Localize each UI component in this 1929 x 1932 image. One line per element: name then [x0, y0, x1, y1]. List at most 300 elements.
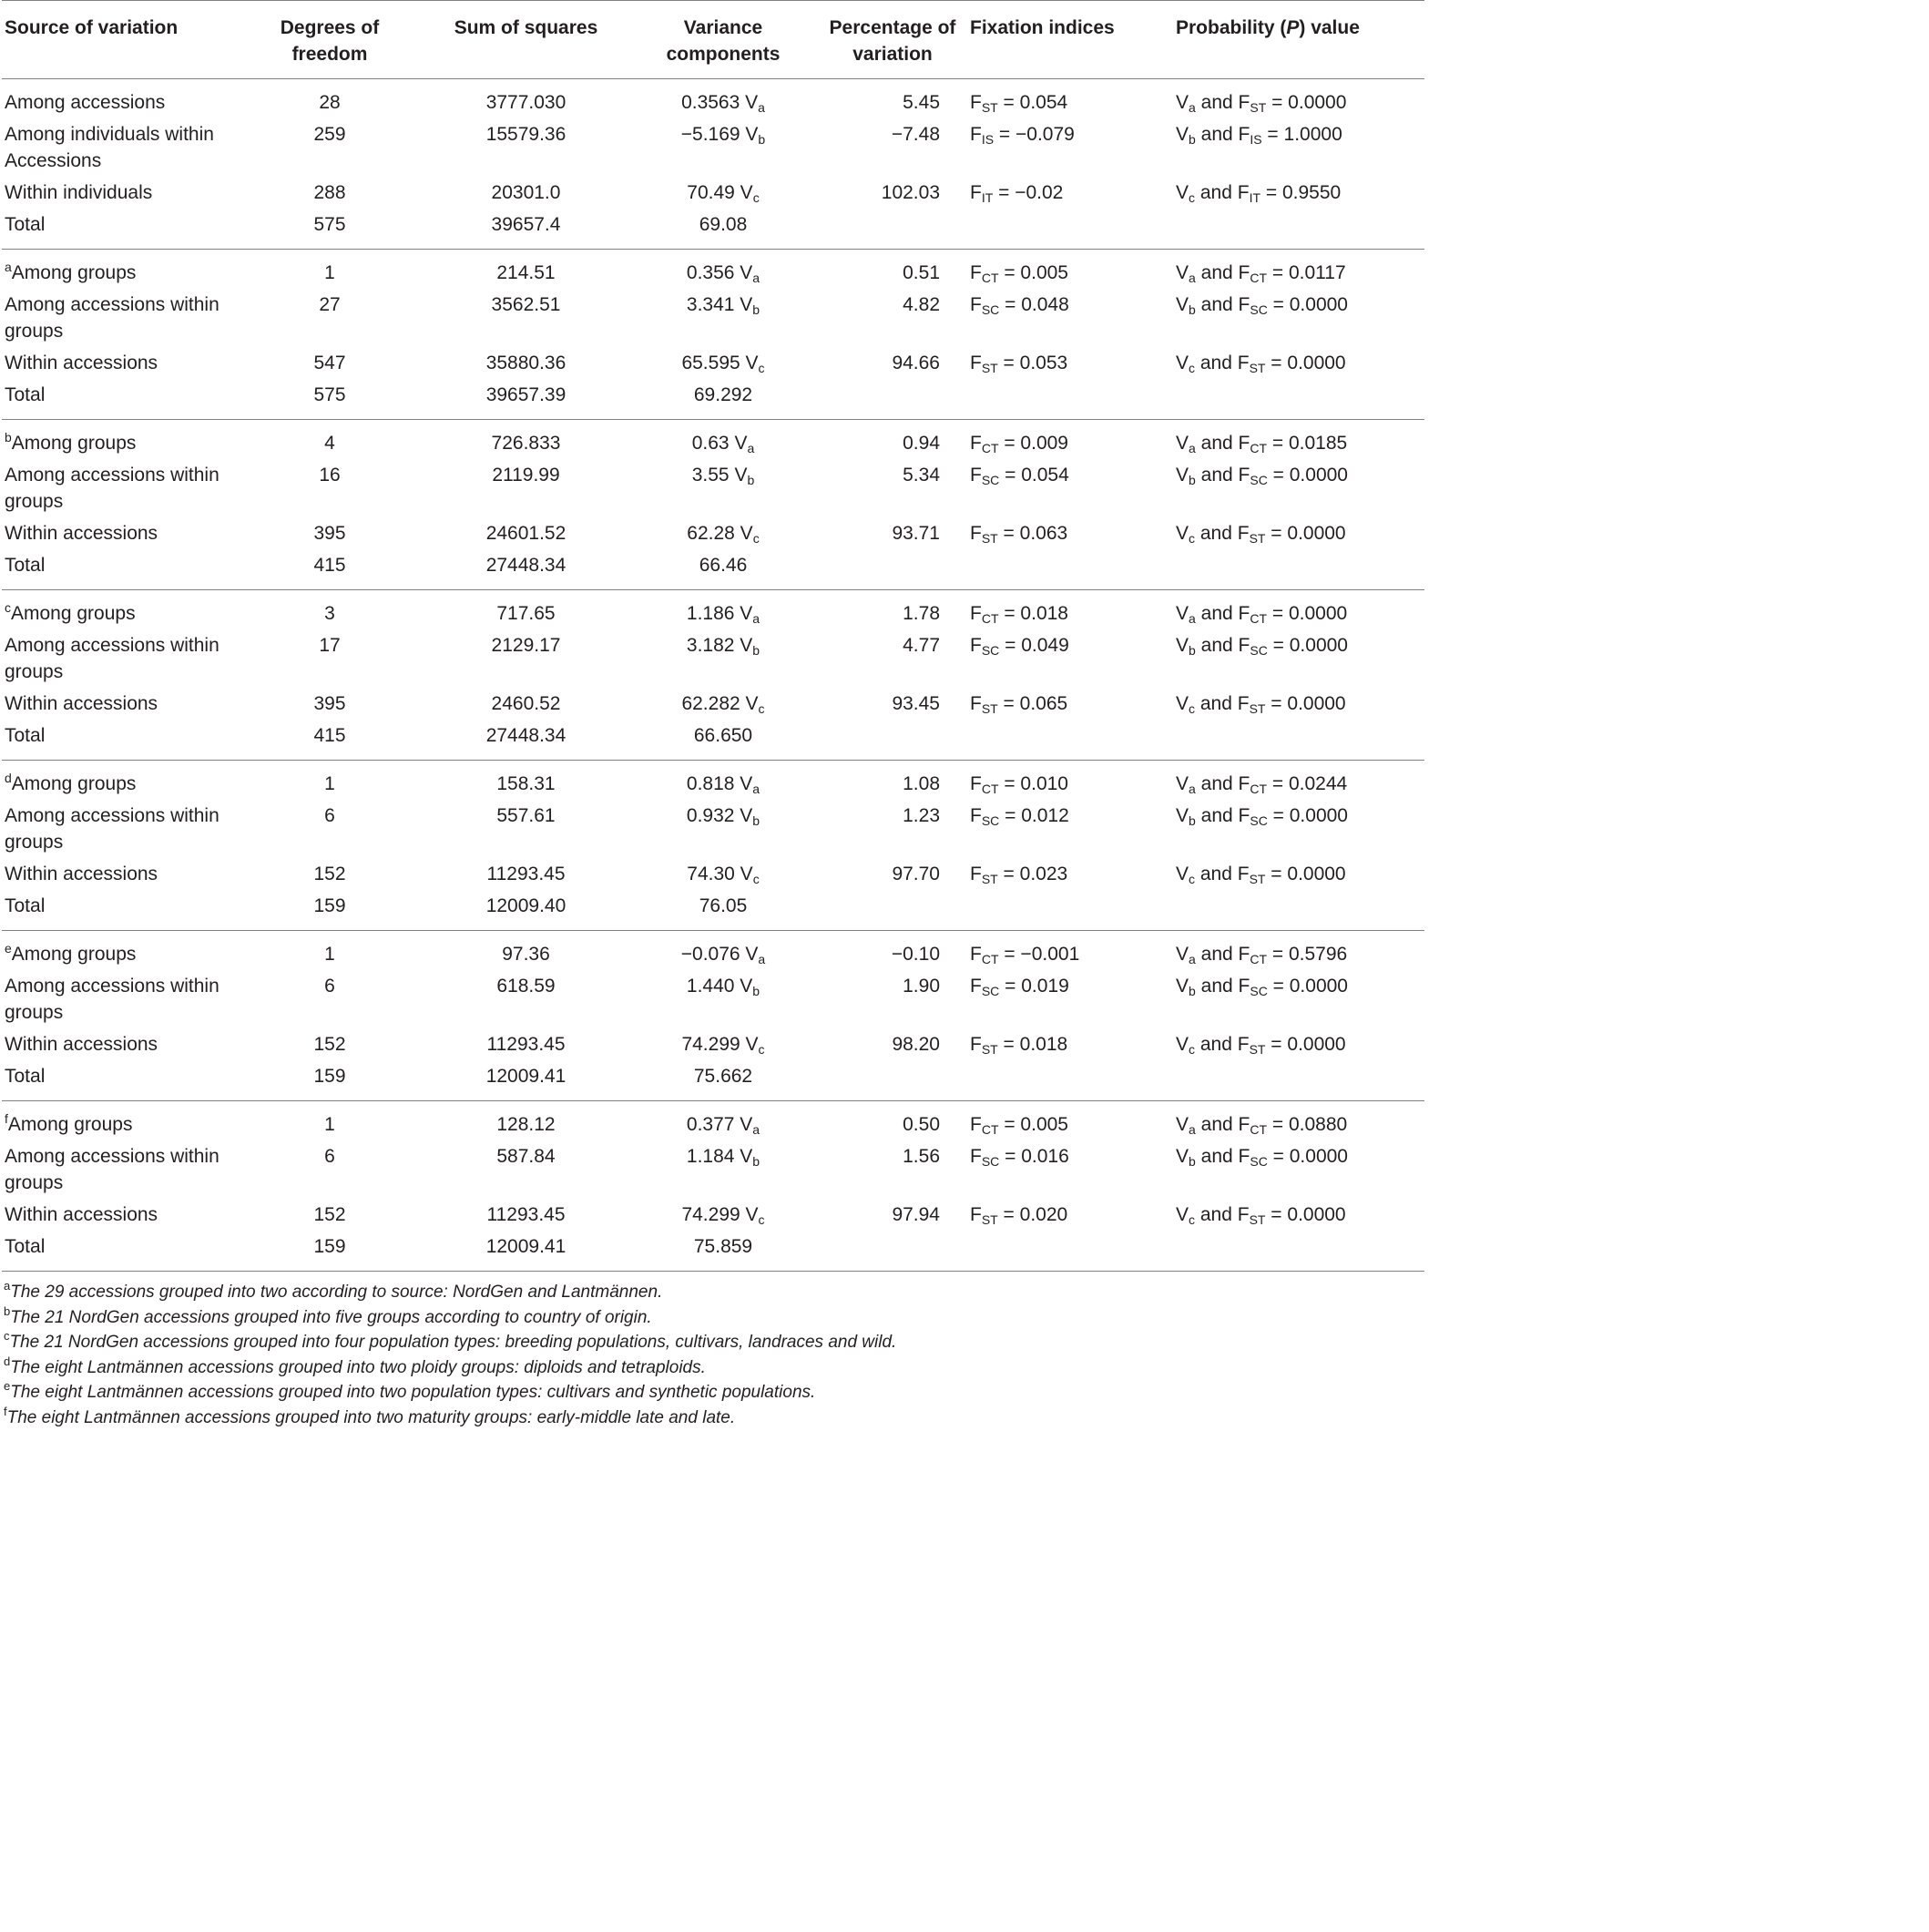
prob-variance-subscript: b	[1189, 813, 1196, 828]
cell-fixation-index	[961, 1060, 1163, 1101]
prob-variance-subscript: c	[1189, 531, 1196, 546]
source-label: Among groups	[11, 603, 136, 624]
cell-df: 547	[313, 353, 346, 373]
cell-percentage: 4.77	[903, 635, 940, 656]
cell-percentage: 5.34	[903, 465, 940, 486]
fixation-subscript: ST	[981, 1212, 998, 1227]
cell-probability	[1163, 970, 1424, 1028]
cell-fixation-index	[961, 800, 1163, 858]
table-row	[2, 517, 1424, 549]
cell-df: 6	[324, 805, 335, 826]
cell-sum-of-squares: 27448.34	[485, 555, 566, 576]
prob-connector: and F	[1195, 294, 1250, 315]
variance-value: 0.63 V	[691, 433, 748, 454]
table-row	[2, 1140, 1424, 1199]
source-label: Among groups	[11, 773, 137, 794]
variance-value: 70.49 V	[687, 182, 753, 203]
variance-subscript: b	[752, 643, 760, 658]
prob-variance-symbol: V	[1176, 773, 1189, 794]
footnote-mark: d	[4, 1354, 11, 1368]
cell-df: 17	[319, 635, 341, 656]
fixation-value: = 0.054	[997, 92, 1068, 113]
cell-df: 4	[324, 433, 335, 454]
prob-value: = 0.0000	[1265, 1034, 1346, 1055]
footnote-text: The eight Lantmännen accessions grouped into two maturity groups: early-middle late and late.	[6, 1407, 736, 1427]
fixation-value: = 0.063	[997, 523, 1068, 544]
variance-subscript: b	[747, 473, 755, 487]
source-label: Among groups	[7, 1114, 133, 1135]
prob-variance-subscript: c	[1189, 361, 1196, 375]
prob-index-subscript: ST	[1249, 361, 1266, 375]
variance-subscript: c	[758, 361, 765, 375]
cell-df: 575	[313, 384, 346, 405]
cell-sum-of-squares: 27448.34	[485, 725, 566, 746]
table-row	[2, 590, 1424, 630]
variance-value: 1.440 V	[686, 976, 753, 997]
header-probability: Probability (P) value	[1176, 17, 1360, 38]
cell-source	[2, 379, 230, 420]
footnote-text: The 21 NordGen accessions grouped into five groups according to country of origin.	[10, 1307, 652, 1327]
variance-value: 62.28 V	[687, 523, 753, 544]
cell-percentage: 102.03	[881, 182, 940, 203]
fixation-value: = 0.023	[997, 864, 1068, 884]
footnote-text: The 21 NordGen accessions grouped into four population types: breeding populations, cultivars, landraces and wild.	[9, 1333, 897, 1352]
prob-variance-symbol: V	[1176, 1204, 1189, 1225]
cell-probability	[1163, 931, 1424, 971]
cell-variance-component	[622, 118, 824, 177]
cell-probability	[1163, 1060, 1424, 1101]
prob-variance-symbol: V	[1176, 182, 1189, 203]
cell-df: 27	[319, 294, 341, 315]
cell-df: 395	[313, 523, 346, 544]
prob-index-subscript: CT	[1250, 1122, 1268, 1137]
fixation-value: = 0.020	[997, 1204, 1068, 1225]
fixation-symbol: F	[970, 1146, 982, 1167]
cell-percentage: 1.23	[903, 805, 940, 826]
cell-fixation-index	[961, 209, 1163, 250]
cell-sum-of-squares: 39657.4	[491, 214, 561, 235]
prob-variance-symbol: V	[1176, 92, 1189, 113]
table-row	[2, 459, 1424, 517]
cell-variance-component	[622, 688, 824, 720]
footnote-marker: c	[5, 600, 11, 615]
variance-value: 76.05	[699, 895, 748, 916]
variance-value: 74.299 V	[681, 1204, 759, 1225]
fixation-symbol: F	[970, 773, 982, 794]
cell-fixation-index	[961, 347, 1163, 379]
footnote-marker: a	[5, 260, 12, 274]
variance-subscript: c	[758, 1042, 765, 1057]
cell-percentage	[824, 1231, 961, 1272]
cell-variance-component	[622, 79, 824, 119]
cell-probability	[1163, 1231, 1424, 1272]
prob-index-subscript: CT	[1250, 441, 1268, 455]
cell-probability	[1163, 517, 1424, 549]
prob-connector: and F	[1195, 944, 1250, 965]
fixation-subscript: ST	[981, 872, 998, 886]
prob-connector: and F	[1195, 805, 1250, 826]
footnote-mark: e	[4, 1379, 11, 1393]
fixation-value: = 0.048	[999, 294, 1069, 315]
table-header	[2, 1, 1424, 79]
cell-variance-component	[622, 420, 824, 460]
prob-variance-symbol: V	[1176, 1146, 1189, 1167]
cell-sum-of-squares: 2460.52	[491, 693, 561, 714]
table-row	[2, 800, 1424, 858]
source-label: Among accessions within groups	[5, 976, 219, 1023]
header-degrees-of-freedom: Degrees of freedom	[280, 17, 380, 65]
cell-sum-of-squares: 35880.36	[485, 353, 566, 373]
cell-probability	[1163, 800, 1424, 858]
cell-percentage: 0.50	[903, 1114, 940, 1135]
cell-sum-of-squares: 15579.36	[485, 124, 566, 145]
fixation-value: = 0.012	[999, 805, 1069, 826]
cell-df: 259	[313, 124, 346, 145]
footnote-text: The eight Lantmännen accessions grouped into two ploidy groups: diploids and tetraploids.	[10, 1357, 706, 1377]
source-label: Total	[5, 384, 46, 405]
table-row	[2, 761, 1424, 801]
cell-sum-of-squares: 587.84	[496, 1146, 556, 1167]
variance-value: 66.650	[693, 725, 753, 746]
cell-df: 1	[324, 944, 335, 965]
cell-probability	[1163, 1140, 1424, 1199]
cell-source	[2, 629, 230, 688]
cell-df: 1	[324, 1114, 335, 1135]
cell-variance-component	[622, 1101, 824, 1141]
prob-variance-symbol: V	[1176, 693, 1189, 714]
cell-source	[2, 688, 230, 720]
cell-sum-of-squares: 2129.17	[491, 635, 561, 656]
header-row	[2, 1, 1424, 79]
footnote	[4, 1305, 1428, 1331]
variance-subscript: c	[758, 1212, 765, 1227]
variance-value: 66.46	[699, 555, 748, 576]
cell-fixation-index	[961, 629, 1163, 688]
header-fixation-indices: Fixation indices	[970, 17, 1115, 38]
prob-connector: and F	[1195, 182, 1250, 203]
cell-probability	[1163, 890, 1424, 931]
prob-connector: and F	[1195, 433, 1250, 454]
variance-subscript: b	[752, 813, 760, 828]
footnote	[4, 1380, 1428, 1406]
cell-percentage: 1.90	[903, 976, 940, 997]
table-row	[2, 289, 1424, 347]
cell-variance-component	[622, 379, 824, 420]
prob-connector: and F	[1195, 124, 1250, 145]
cell-df: 6	[324, 976, 335, 997]
prob-index-subscript: CT	[1250, 271, 1268, 285]
prob-connector: and F	[1195, 465, 1250, 486]
cell-source	[2, 1060, 230, 1101]
prob-variance-symbol: V	[1176, 262, 1189, 283]
cell-probability	[1163, 629, 1424, 688]
cell-percentage: 1.56	[903, 1146, 940, 1167]
prob-value: = 0.0000	[1267, 635, 1348, 656]
source-label: Within accessions	[5, 353, 158, 373]
fixation-subscript: SC	[981, 643, 1000, 658]
cell-fixation-index	[961, 688, 1163, 720]
prob-connector: and F	[1195, 693, 1250, 714]
prob-variance-subscript: b	[1189, 132, 1196, 147]
prob-variance-symbol: V	[1176, 294, 1189, 315]
prob-index-subscript: IS	[1250, 132, 1262, 147]
cell-percentage: 93.45	[892, 693, 940, 714]
fixation-subscript: CT	[981, 782, 999, 796]
table-row	[2, 1028, 1424, 1060]
variance-subscript: b	[752, 984, 760, 998]
fixation-value: = 0.065	[997, 693, 1068, 714]
row-group	[2, 1101, 1424, 1272]
variance-value: 65.595 V	[681, 353, 759, 373]
prob-value: = 0.0244	[1267, 773, 1348, 794]
prob-variance-symbol: V	[1176, 944, 1189, 965]
table-row	[2, 1060, 1424, 1101]
source-label: Total	[5, 895, 46, 916]
variance-subscript: c	[752, 872, 760, 886]
prob-variance-symbol: V	[1176, 864, 1189, 884]
fixation-subscript: ST	[981, 361, 998, 375]
table-row	[2, 209, 1424, 250]
cell-sum-of-squares: 12009.40	[485, 895, 566, 916]
prob-connector: and F	[1195, 262, 1250, 283]
prob-variance-subscript: c	[1189, 1042, 1196, 1057]
cell-variance-component	[622, 209, 824, 250]
prob-index-subscript: SC	[1250, 473, 1268, 487]
cell-source	[2, 931, 230, 971]
variance-value: 69.08	[699, 214, 748, 235]
cell-fixation-index	[961, 761, 1163, 801]
source-label: Among accessions	[5, 92, 166, 113]
fixation-symbol: F	[970, 864, 982, 884]
cell-percentage: −7.48	[891, 124, 940, 145]
cell-source	[2, 517, 230, 549]
cell-source	[2, 1028, 230, 1060]
prob-index-subscript: CT	[1250, 782, 1268, 796]
variance-value: 62.282 V	[681, 693, 759, 714]
cell-sum-of-squares: 24601.52	[485, 523, 566, 544]
source-label: Total	[5, 725, 46, 746]
variance-subscript: a	[752, 611, 760, 626]
cell-variance-component	[622, 1028, 824, 1060]
footnote-marker: b	[5, 430, 12, 445]
amova-table	[2, 0, 1424, 1272]
prob-index-subscript: ST	[1250, 100, 1267, 115]
cell-percentage: 0.94	[903, 433, 940, 454]
prob-index-subscript: SC	[1250, 1154, 1268, 1169]
variance-value: 75.662	[693, 1066, 753, 1087]
prob-variance-subscript: b	[1189, 302, 1196, 317]
table-row	[2, 79, 1424, 119]
cell-variance-component	[622, 289, 824, 347]
source-label: Among individuals within Accessions	[5, 124, 214, 171]
prob-value: = 0.0000	[1265, 864, 1346, 884]
footnote	[4, 1406, 1428, 1431]
cell-probability	[1163, 1199, 1424, 1231]
footnote-marker: d	[5, 771, 12, 785]
cell-probability	[1163, 549, 1424, 590]
fixation-value: = 0.005	[998, 262, 1068, 283]
footnote-text: The 29 accessions grouped into two according to source: NordGen and Lantmännen.	[10, 1283, 663, 1302]
row-group	[2, 79, 1424, 250]
fixation-symbol: F	[970, 1114, 982, 1135]
cell-variance-component	[622, 1231, 824, 1272]
prob-index-subscript: SC	[1250, 643, 1268, 658]
cell-source	[2, 118, 230, 177]
prob-value: = 0.0000	[1265, 693, 1346, 714]
variance-value: 3.182 V	[686, 635, 753, 656]
prob-connector: and F	[1195, 1114, 1250, 1135]
cell-sum-of-squares: 158.31	[496, 773, 556, 794]
variance-value: 3.341 V	[686, 294, 753, 315]
prob-variance-symbol: V	[1176, 1034, 1189, 1055]
prob-connector: and F	[1195, 92, 1250, 113]
table-row	[2, 858, 1424, 890]
prob-variance-subscript: a	[1189, 782, 1196, 796]
fixation-value: = 0.016	[999, 1146, 1069, 1167]
cell-fixation-index	[961, 289, 1163, 347]
row-group	[2, 590, 1424, 761]
table-row	[2, 347, 1424, 379]
cell-percentage: 98.20	[892, 1034, 940, 1055]
fixation-symbol: F	[970, 465, 982, 486]
cell-df: 159	[313, 895, 346, 916]
table-row	[2, 931, 1424, 971]
variance-value: 0.3563 V	[681, 92, 759, 113]
fixation-symbol: F	[970, 635, 982, 656]
fixation-subscript: CT	[981, 1122, 999, 1137]
source-label: Among accessions within groups	[5, 635, 219, 682]
cell-probability	[1163, 1028, 1424, 1060]
cell-fixation-index	[961, 517, 1163, 549]
cell-percentage: 94.66	[892, 353, 940, 373]
fixation-symbol: F	[970, 262, 982, 283]
prob-value: = 0.0000	[1267, 976, 1348, 997]
cell-probability	[1163, 177, 1424, 209]
header-source: Source of variation	[5, 17, 179, 38]
cell-probability	[1163, 289, 1424, 347]
prob-variance-subscript: b	[1189, 984, 1196, 998]
fixation-value: = 0.010	[998, 773, 1068, 794]
prob-variance-symbol: V	[1176, 635, 1189, 656]
prob-connector: and F	[1195, 864, 1250, 884]
cell-df: 3	[324, 603, 335, 624]
fixation-value: = 0.049	[999, 635, 1069, 656]
source-label: Among groups	[11, 944, 137, 965]
cell-variance-component	[622, 931, 824, 971]
variance-value: −0.076 V	[680, 944, 759, 965]
prob-index-subscript: CT	[1250, 611, 1268, 626]
cell-df: 1	[324, 773, 335, 794]
cell-percentage	[824, 890, 961, 931]
cell-sum-of-squares: 618.59	[496, 976, 556, 997]
fixation-value: = 0.009	[998, 433, 1068, 454]
cell-variance-component	[622, 590, 824, 630]
prob-variance-symbol: V	[1176, 805, 1189, 826]
cell-fixation-index	[961, 1101, 1163, 1141]
fixation-subscript: SC	[981, 473, 1000, 487]
variance-subscript: a	[752, 271, 760, 285]
prob-index-subscript: SC	[1250, 302, 1268, 317]
cell-percentage	[824, 379, 961, 420]
cell-fixation-index	[961, 890, 1163, 931]
cell-source	[2, 1140, 230, 1199]
variance-value: 0.932 V	[686, 805, 753, 826]
fixation-subscript: SC	[981, 984, 1000, 998]
variance-subscript: a	[752, 782, 760, 796]
table-row	[2, 1199, 1424, 1231]
table-row	[2, 250, 1424, 290]
prob-value: = 0.0185	[1267, 433, 1348, 454]
cell-df: 28	[319, 92, 341, 113]
cell-variance-component	[622, 549, 824, 590]
cell-percentage: 97.94	[892, 1204, 940, 1225]
prob-index-subscript: ST	[1249, 1212, 1266, 1227]
table-row	[2, 970, 1424, 1028]
cell-probability	[1163, 761, 1424, 801]
cell-fixation-index	[961, 79, 1163, 119]
cell-variance-component	[622, 890, 824, 931]
table-row	[2, 118, 1424, 177]
cell-probability	[1163, 79, 1424, 119]
table-row	[2, 177, 1424, 209]
fixation-subscript: IT	[981, 190, 994, 205]
cell-sum-of-squares: 717.65	[496, 603, 556, 624]
cell-percentage	[824, 720, 961, 761]
cell-percentage: 4.82	[903, 294, 940, 315]
prob-variance-subscript: a	[1189, 271, 1196, 285]
cell-source	[2, 209, 230, 250]
prob-variance-subscript: a	[1189, 1122, 1196, 1137]
variance-subscript: a	[752, 1122, 760, 1137]
cell-df: 415	[313, 725, 346, 746]
fixation-subscript: SC	[981, 1154, 1000, 1169]
prob-index-subscript: ST	[1249, 1042, 1266, 1057]
footnote-mark: c	[4, 1329, 10, 1343]
cell-source	[2, 289, 230, 347]
variance-subscript: b	[752, 302, 760, 317]
variance-subscript: c	[752, 531, 760, 546]
fixation-value: = 0.005	[998, 1114, 1068, 1135]
cell-percentage: 1.78	[903, 603, 940, 624]
cell-source	[2, 1199, 230, 1231]
prob-index-subscript: IT	[1249, 190, 1261, 205]
variance-value: 3.55 V	[691, 465, 748, 486]
cell-fixation-index	[961, 931, 1163, 971]
prob-value: = 0.5796	[1267, 944, 1348, 965]
cell-fixation-index	[961, 590, 1163, 630]
source-label: Among groups	[11, 262, 137, 283]
prob-value: = 0.0000	[1267, 465, 1348, 486]
header-sum-of-squares: Sum of squares	[454, 17, 598, 38]
prob-variance-symbol: V	[1176, 603, 1189, 624]
fixation-subscript: ST	[981, 701, 998, 716]
prob-value: = 0.0880	[1267, 1114, 1348, 1135]
cell-variance-component	[622, 1140, 824, 1199]
source-label: Among accessions within groups	[5, 1146, 219, 1193]
cell-variance-component	[622, 250, 824, 290]
cell-variance-component	[622, 720, 824, 761]
cell-percentage: 5.45	[903, 92, 940, 113]
footnote	[4, 1330, 1428, 1355]
cell-sum-of-squares: 11293.45	[486, 864, 566, 884]
cell-sum-of-squares: 3562.51	[491, 294, 561, 315]
prob-index-subscript: ST	[1249, 872, 1266, 886]
fixation-symbol: F	[970, 92, 982, 113]
cell-variance-component	[622, 517, 824, 549]
header-percentage-of-variation: Percentage of variation	[829, 17, 956, 65]
row-group	[2, 761, 1424, 931]
source-label: Within individuals	[5, 182, 153, 203]
